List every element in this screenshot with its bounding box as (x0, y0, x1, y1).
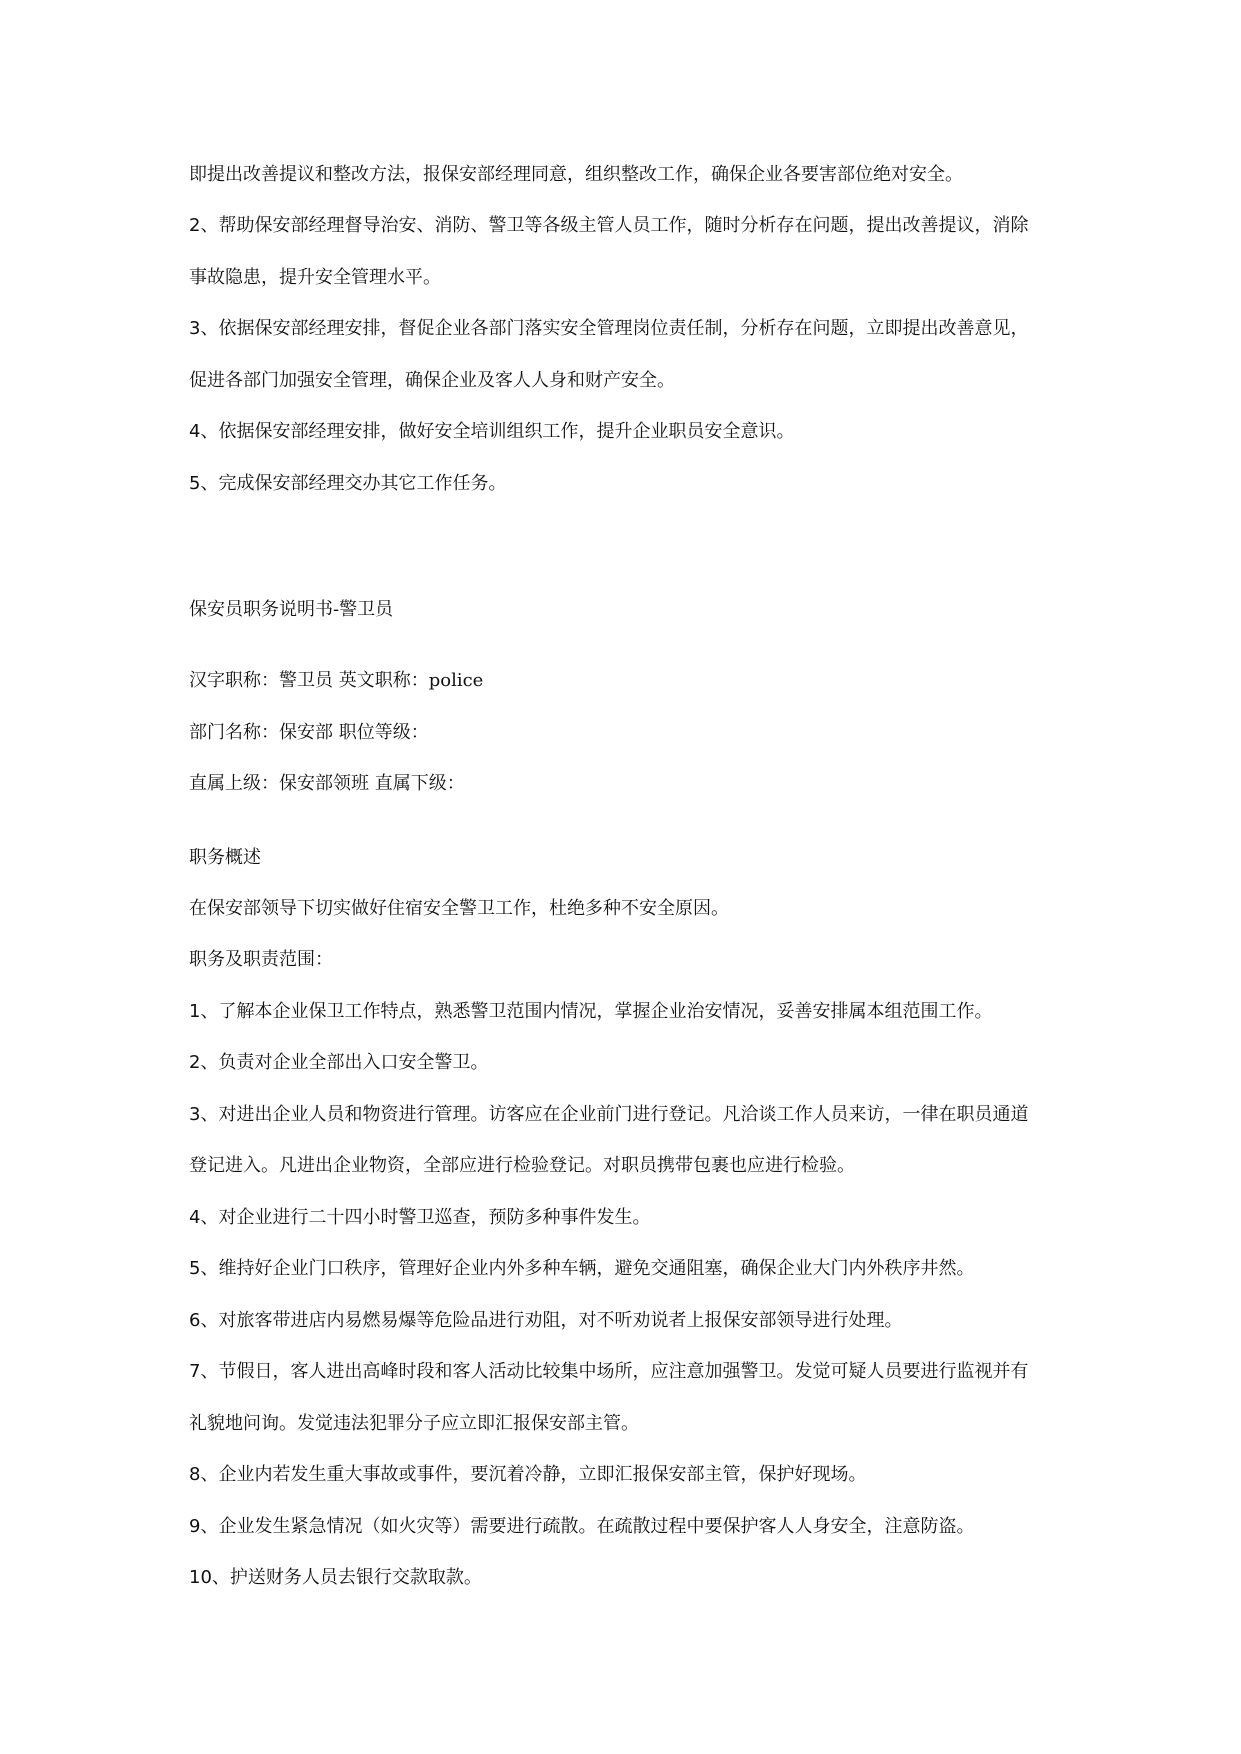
paragraph-continuation: 即提出改善提议和整改方法，报保安部经理同意，组织整改工作，确保企业各要害部位绝对安全。 (189, 164, 963, 185)
info-line-superior: 直属上级：保安部领班 直属下级： (189, 773, 465, 794)
list-item (189, 1000, 992, 1024)
item-number: 3、 (189, 318, 219, 339)
list-item-continuation (189, 1154, 855, 1178)
item-number: 6、 (189, 1310, 219, 1331)
item-text: 护送财务人员去银行交款取款。 (229, 1567, 482, 1588)
list-item (189, 1515, 974, 1539)
item-text: 维持好企业门口秩序，管理好企业内外多种车辆，避免交通阻塞，确保企业大门内外秩序井然。 (218, 1258, 975, 1279)
summary-heading: 职务概述 (189, 847, 261, 868)
item-text: 对旅客带进店内易燃易爆等危险品进行劝阻，对不听劝说者上报保安部领导进行处理。 (218, 1310, 903, 1331)
item-number: 4、 (189, 421, 219, 442)
duties-heading: 职务及职责范围： (189, 949, 333, 970)
item-text: 企业内若发生重大事故或事件，要沉着冷静，立即汇报保安部主管，保护好现场。 (218, 1464, 867, 1485)
list-item (189, 1206, 650, 1230)
item-text: 依据保安部经理安排，做好安全培训组织工作，提升企业职员安全意识。 (218, 421, 795, 442)
item-text: 帮助保安部经理督导治安、消防、警卫等各级主管人员工作，随时分析存在问题，提出改善提议，消除 (218, 215, 1029, 236)
list-item (189, 1463, 866, 1487)
item-number: 3、 (189, 1104, 219, 1125)
item-number: 2、 (189, 1052, 219, 1073)
list-item (189, 1103, 1028, 1127)
list-item (189, 1257, 974, 1281)
item-text: 促进各部门加强安全管理，确保企业及客人人身和财产安全。 (189, 370, 675, 391)
list-item (189, 1360, 1028, 1384)
list-item (189, 420, 794, 444)
item-text: 了解本企业保卫工作特点，熟悉警卫范围内情况，掌握企业治安情况，妥善安排属本组范围工作。 (218, 1001, 993, 1022)
item-number: 4、 (189, 1207, 219, 1228)
item-text: 负责对企业全部出入口安全警卫。 (218, 1052, 489, 1073)
list-item-continuation (189, 1412, 639, 1436)
list-item-continuation (189, 369, 675, 393)
item-number: 10、 (189, 1567, 230, 1588)
item-text: 事故隐患，提升安全管理水平。 (189, 267, 441, 288)
item-number: 9、 (189, 1516, 219, 1537)
info-line-department: 部门名称：保安部 职位等级： (189, 722, 429, 743)
item-text: 节假日，客人进出高峰时段和客人活动比较集中场所，应注意加强警卫。发觉可疑人员要进行监视并有 (218, 1361, 1029, 1382)
item-text: 企业发生紧急情况（如火灾等）需要进行疏散。在疏散过程中要保护客人人身安全，注意防盗。 (218, 1516, 975, 1537)
list-item (189, 1566, 482, 1590)
item-text: 对进出企业人员和物资进行管理。访客应在企业前门进行登记。凡洽谈工作人员来访，一律在职员通道 (218, 1104, 1029, 1125)
item-number: 8、 (189, 1464, 219, 1485)
item-text: 对企业进行二十四小时警卫巡查，预防多种事件发生。 (218, 1207, 651, 1228)
item-number: 5、 (189, 473, 219, 494)
item-number: 2、 (189, 215, 219, 236)
item-text: 完成保安部经理交办其它工作任务。 (218, 473, 507, 494)
section-title: 保安员职务说明书-警卫员 (189, 599, 394, 620)
item-number: 1、 (189, 1001, 219, 1022)
item-number: 7、 (189, 1361, 219, 1382)
list-item (189, 1309, 902, 1333)
list-item-continuation (189, 266, 441, 290)
list-item (189, 214, 1028, 238)
info-line-title: 汉字职称：警卫员 英文职称：police (189, 670, 484, 691)
list-item (189, 1051, 488, 1075)
item-text: 登记进入。凡进出企业物资，全部应进行检验登记。对职员携带包裹也应进行检验。 (189, 1155, 855, 1176)
item-number: 5、 (189, 1258, 219, 1279)
item-text: 依据保安部经理安排，督促企业各部门落实安全管理岗位责任制，分析存在问题，立即提出改善意见， (218, 318, 1029, 339)
item-text: 礼貌地问询。发觉违法犯罪分子应立即汇报保安部主管。 (189, 1413, 639, 1434)
list-item (189, 472, 506, 496)
list-item (189, 317, 1028, 341)
summary-text: 在保安部领导下切实做好住宿安全警卫工作，杜绝多种不安全原因。 (189, 898, 729, 919)
